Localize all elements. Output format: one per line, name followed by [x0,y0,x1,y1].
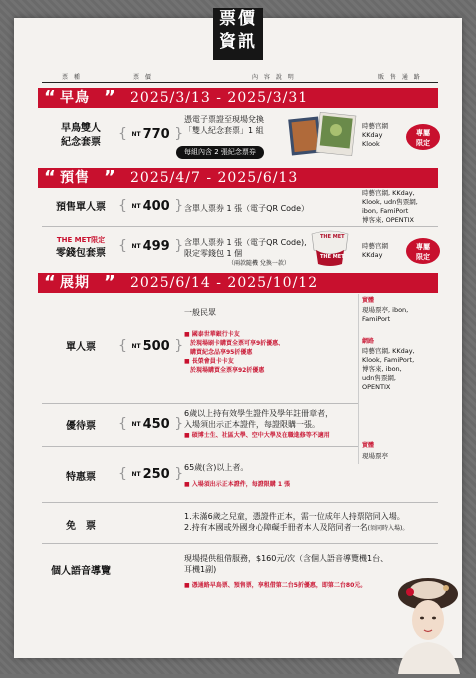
exclusive-badge: 專屬 限定 [406,238,440,264]
ticket-name-presale-wallet: THE MET限定 零錢包套票 [56,236,106,259]
band-dates: 2025/4/7 - 2025/6/13 [130,170,299,186]
quote-open: “ [44,272,56,293]
exhibit-single-notes: ■ 國泰世華銀行卡友 於現場刷卡購買全票可享9折優惠、 購買紀念品享95折優惠 ■ 長榮會員卡卡友 於現場購買全票享92折優惠 [184,331,285,374]
concession-desc: 6歲以上持有效學生證件及學年註冊章者， 入場須出示正本證件，每證限購一張。 [184,409,334,429]
band-dates: 2025/6/14 - 2025/10/12 [130,275,319,291]
ticket-price-exhibit-single: { NT 500 } [118,338,184,354]
ticket-name-free: 免 票 [66,521,96,532]
header-desc: 內 容 說 明 [252,74,296,81]
band-category: 預售 [60,170,90,186]
page-title [213,8,263,60]
ticket-name-presale-single: 預售單人票 [56,202,106,213]
early-combo-pill: 每組內含 2 張紀念票券 [176,146,264,159]
exhibit-single-general: 一般民眾 [184,308,216,317]
mask-label-2: THE MET [320,254,345,260]
free-desc: 1.未滿6歲之兒童，憑證件正本，需一位成年人持票陪同入場。 2.持有本國或外國身心障礙手冊者本人及陪同者一名(須同時入場)。 [184,512,409,532]
coin-purse-image [308,228,352,272]
presale-single-desc: 含單人票券 1 張（電子QR Code） [184,204,310,213]
channel-physical-list: 現場票亭 [362,452,388,460]
ticket-name-concession: 優待票 [66,421,96,432]
quote-close: ” [104,87,116,108]
band-exhibition [38,273,438,293]
header-divider [42,82,438,83]
presale-wallet-note: （兩款隨機 兌換一款） [228,260,290,267]
quote-open: “ [44,87,56,108]
ticket-name-audio-guide: 個人語音導覽 [51,566,111,577]
mask-label-1: THE MET [320,234,345,240]
ticket-price-senior: { NT 250 } [118,466,184,482]
early-combo-channels: 時藝官網 KKday Klook [362,122,388,148]
concession-note: ■ 碩博士生、社區大學、空中大學及在職進修等不適用 [184,432,330,439]
band-category: 早鳥 [60,90,90,106]
row-divider [42,502,438,503]
channel-column-divider [358,294,359,464]
channel-title-physical: 實體 [362,297,375,304]
channel-physical-list: 現場票亭, ibon, FamiPort [362,306,409,323]
row-divider [42,543,438,544]
artwork-postcards-image [288,112,358,162]
ticket-price-early-combo: { NT 770 } [118,126,184,142]
channel-title-physical: 實體 [362,442,375,449]
ticket-name-early-combo: 早鳥雙人 紀念套票 [61,123,101,148]
title-line-2: 資訊 [219,32,257,52]
row-divider [42,446,358,447]
header-price: 票 價 [133,74,153,81]
band-early-bird [38,88,438,108]
ticket-name-senior: 特惠票 [66,472,96,483]
ticket-price-concession: { NT 450 } [118,416,184,432]
channel-title-online: 網路 [362,338,375,345]
audio-guide-note: ■ 憑通路早鳥票、預售票，享租借第二台5折優惠，即第二台80元。 [184,582,367,589]
ticket-price-presale-wallet: { NT 499 } [118,238,184,254]
exclusive-badge: 專屬 限定 [406,124,440,150]
senior-desc: 65歲(含)以上者。 [184,463,249,472]
band-dates: 2025/3/13 - 2025/3/31 [130,90,309,106]
band-presale [38,168,438,188]
quote-close: ” [104,272,116,293]
presale-wallet-desc: 含單人票券 1 張（電子QR Code), 限定零錢包 1 個 [184,238,307,258]
early-combo-desc: 憑電子票證至現場兌換 「雙人紀念套票」1 組 [184,115,264,135]
quote-open: “ [44,167,56,188]
portrait-painting-image [388,572,464,678]
presale-wallet-channels: 時藝官網 KKday [362,242,388,259]
band-category: 展期 [60,275,90,291]
ticket-price-presale-single: { NT 400 } [118,198,184,214]
ticket-name-exhibit-single: 單人票 [66,342,96,353]
quote-close: ” [104,167,116,188]
header-channel: 販 售 通 路 [378,74,422,81]
audio-guide-desc: 現場提供租借服務，$160元/次（含個人語音導覽機1台、 耳機1副) [184,554,389,574]
header-type: 票 種 [62,74,82,81]
channel-online-list: 時藝官網, KKday, Klook, FamiPort, 博客來, ibon, udn售票網, OPENTIX [362,347,415,391]
row-divider [42,226,438,227]
presale-single-channels: 時藝官網, KKday, Klook, udn售票網, ibon, FamiPort 博客來, OPENTIX [362,189,418,224]
title-line-1: 票價 [219,9,257,29]
row-divider [42,403,358,404]
senior-note: ■ 入場須出示正本證件，每證限購 1 張 [184,481,291,488]
